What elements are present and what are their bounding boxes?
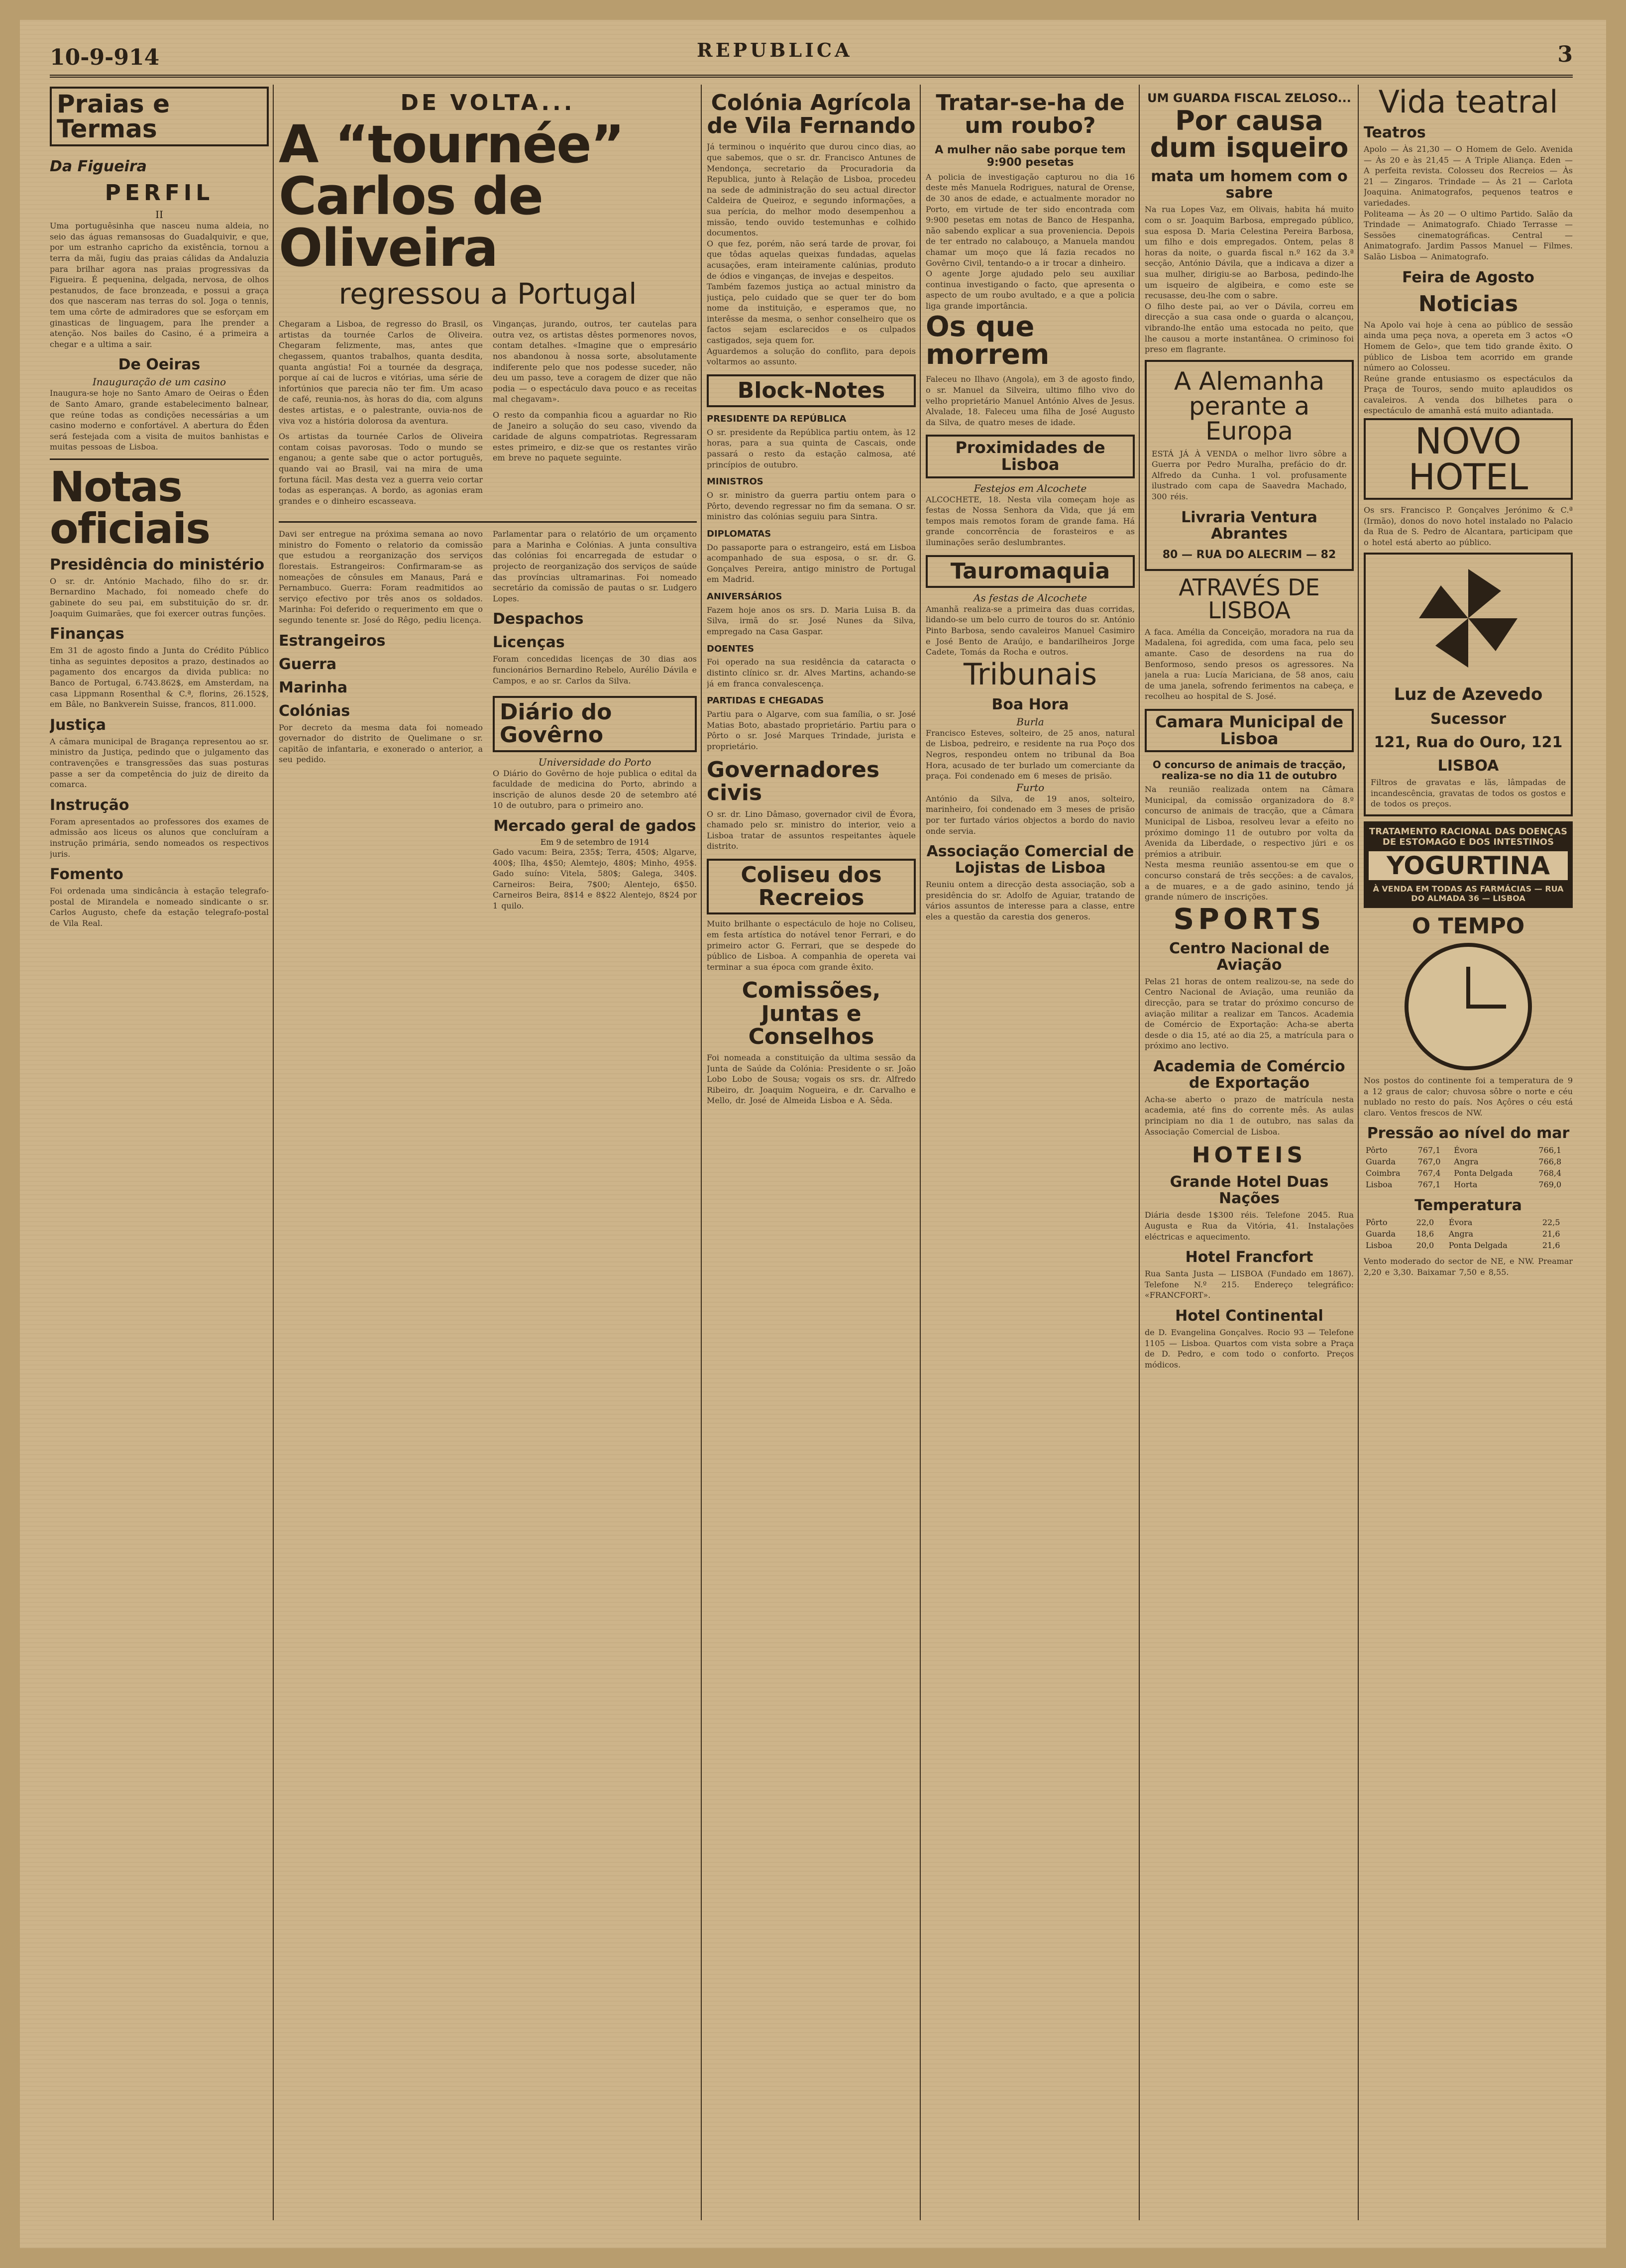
novo-hotel-text: Os srs. Francisco P. Gonçalves Jerónimo & C.ª (Irmão), donos do novo hotel instalado no Palacio da Rua de S. Pedro de Alcantara, participam que o hotel está aberto ao público. [1364,505,1573,547]
noticias-title: Noticias [1418,291,1518,317]
presidente-heading: PRESIDENTE DA REPÚBLICA [707,414,847,425]
tournee-banner: A “tournée” Carlos de Oliveira [279,114,624,279]
yogurtina-ad [1364,821,1573,908]
colonias-heading: Colónias [279,702,350,720]
temperatura-cell: Évora [1448,1218,1473,1228]
luz-azevedo-ad [1364,553,1573,816]
column-rule [701,85,702,2220]
tauromaquia-title: Tauromaquia [926,555,1135,588]
notas-oficiais-title: Notas oficiais [50,462,210,553]
diplomatas-heading: DIPLOMATAS [707,528,771,539]
presidente-text: O sr. presidente da República partiu ontem, às 12 horas, para a sua quinta de Cascais, onde passará o resto da estação calmosa, até princípios de outubro. [707,427,916,469]
temperatura-row [1364,1228,1573,1240]
column-2 [279,85,697,2225]
temperatura-cell: Lisboa [1366,1241,1393,1250]
temperatura-cell: 21,6 [1542,1241,1560,1250]
tribunais-text: Francisco Esteves, solteiro, de 25 anos, natural de Lisboa, pedreiro, e residente na rua Poço dos Negros, respondeu ontem no tribunal da Boa Hora, acusado de ter burlado um comerciante da praça. Foi condenado em 6 meses de prisão. [926,728,1135,781]
sports-title: SPORTS [1173,902,1325,936]
column-5 [1145,85,1354,2225]
pressao-cell: 766,8 [1538,1157,1562,1167]
associacao-title: Associação Comercial de Lojistas de Lisboa [926,843,1134,877]
hotel-continental-text: de D. Evangelina Gonçalves. Rocio 93 — Telefone 1105 — Lisboa. Quartos com vista sobre a Praça de D. Pedro, e com todo o conforto. Preços módicos. [1145,1328,1354,1369]
tournee-text-1: Chegaram a Lisboa, de regresso do Brasil, os artistas da tournée Carlos de Oliveira. Chegaram felizmente, mas, antes que chegassem, quantos trabalhos, quanta desdita, quanta angústia! Foi a tournée da desgraça, porque aí cai de lucros e vitórias, uma série de infortúnios que parecia não ter fim. Um acaso de café, reunia-nos, às horas do dia, com alguns destes artistas, e o palestrante, ouvia-nos de viva voz a história dolorosa da aventura. [279,319,483,426]
hotel-duas-nacoes: Grande Hotel Duas Nações [1170,1173,1329,1208]
hotel-continental: Hotel Continental [1175,1307,1323,1325]
pressao-heading: Pressão ao nível do mar [1367,1125,1570,1142]
colonia-text-4: Aguardemos a solução do conflito, para depois voltarmos ao assunto. [707,346,916,367]
column-3 [707,85,916,2225]
proximidades-subtitle: Festejos em Alcochete [974,482,1087,494]
pressao-cell: 766,1 [1538,1145,1562,1155]
sports-subtitle: Centro Nacional de Aviação [1169,939,1330,974]
partidas-heading: PARTIDAS E CHEGADAS [707,695,824,706]
coliseu-title: Coliseu dos Recreios [707,859,916,914]
mercado-date: Em 9 de setembro de 1914 [540,837,650,847]
column-rule [273,85,274,2220]
atraves-lisboa-title: ATRAVÉS DE LISBOA [1179,573,1320,624]
camara-text-1: Na reunião realizada ontem na Câmara Municipal, da comissão organizadora do 8.º concurso de animais de tracção, que a Câmara Municipal de Lisboa, resolveu levar a efeito no próximo domingo 11 de outubro por volta da Avenida da Liberdade, o respectivo júri e os prémios a atribuir. [1145,785,1354,859]
justica-heading: Justiça [50,716,107,734]
roubo-subtitle: A mulher não sabe porque tem 9:900 pesetas [935,144,1126,169]
temperatura-cell: 20,0 [1416,1241,1434,1250]
tauromaquia-text: Amanhã realiza-se a primeira das duas corridas, lidando-se um belo curro de touros do sr. António Pinto Barbosa, sendo cavaleiros Manuel Casimiro e José Bento de Araújo, e bandarilheiros Jorge Cadete, Tomás da Rocha e outros. [926,604,1135,657]
masthead [50,30,1573,78]
mercado-text: Gado vacum: Beira, 235$; Terra, 450$; Algarve, 400$; Ilha, 4$50; Alemtejo, 480$; Minho, 495$. Gado suíno: Vitela, 580$; Galega, 340$. Carneiros: Beira, 7$00; Alentejo, 6$50. Carneiros Beira, 8$14 e 8$22 Alentejo, 8$24 por 1 quilo. [493,847,697,910]
barometer-icon [1405,943,1532,1070]
diplomatas-text: Do passaporte para o estrangeiro, está em Lisboa acompanhado de sua esposa, o sr. dr. G. Gonçalves Pereira, antigo ministro de Portugal em Madrid. [707,542,916,584]
instrucao-heading: Instrução [50,796,129,814]
temperatura-heading: Temperatura [1414,1197,1522,1215]
coliseu-text: Muito brilhante o espectáculo de hoje no Coliseu, em festa artística do notável tenor Ferrari, e do primeiro actor G. Ferrari, que se despede do público de Lisboa. A companhia de opereta vai terminar a sua época com grande êxito. [707,919,916,972]
paper-name: REPUBLICA [697,39,853,61]
diario-governo-text: O Diário do Govêrno de hoje publica o edital da faculdade de medicina do Porto, abrindo a inscrição de alunos desde 20 de setembro até 10 de outubro, para o primeiro ano. [493,768,697,810]
oeiras-text: Inaugura-se hoje no Santo Amaro de Oeiras o Éden de Santo Amaro, grande estabelecimento balnear, que reúne todas as condições necessárias a um casino moderno e confortável. A abertura do Éden será festejada com a visita de muitos banhistas e muitas pessoas de Lisboa. [50,388,269,452]
pressao-cell: 767,1 [1417,1180,1441,1190]
pressao-cell: Angra [1454,1157,1479,1167]
licencas-heading: Licenças [493,634,565,652]
alemanha-title: A Alemanha perante a Europa [1174,366,1325,446]
pressao-cell: Guarda [1366,1157,1396,1167]
tempo-footer: Vento moderado do sector de NE, e NW. Preamar 2,20 e 3,30. Baixamar 7,50 e 8,55. [1364,1256,1573,1277]
notas-continued-text: Davi ser entregue na próxima semana ao novo ministro do Fomento o relatorio da comissão que estudou a reorganização dos serviços florestais. Estrangeiros: Confirmaram-se as nomeações de cônsules em Manaus, Pará e Pernambuco. Guerra: Foram readmitidos ao serviço efectivo por três anos os soldados. Marinha: Foi deferido o requerimento em que o segundo tenente sr. José do Rêgo, pediu licença. [279,529,483,625]
animatografos-text: Politeama — Às 20 — O ultimo Partido. Salão da Trindade — Animatografo. Chiado Terrasse — Sessões cinematográficas. Central — Animatografo. Jardim Passos Manuel — Filmes. Salão Lisboa — Animatografo. [1364,209,1573,261]
furto-heading: Furto [1016,781,1045,794]
tournee-text-3: Vinganças, jurando, outros, ter cautelas para outra vez, os artistas dêstes pormenores novos, contam detalhes. «Imagine que o empresário nos abandonou à nossa sorte, absolutamente indiferente pelo que nos podesse suceder, não deu um passo, teve a coragem de dizer que não podia — o espectáculo dava pouco e as receitas mal chegavam». [493,319,697,404]
livraria-address: 80 — RUA DO ALECRIM — 82 [1162,548,1336,561]
column-rule [1358,85,1359,2220]
furto-text: António da Silva, de 19 anos, solteiro, marinheiro, foi condenado em 3 meses de prisão por ter furtado vários objectos a bordo do navio onde servia. [926,794,1135,836]
proximidades-text: ALCOCHETE, 18. Nesta vila começam hoje as festas de Nossa Senhora da Vida, que já em tempos mais remotos foram de grande fama. Há grande concorrência de forasteiros e as iluminações serão deslumbrantes. [926,494,1135,547]
da-figueira-heading: Da Figueira [50,158,147,175]
pressao-cell: 769,0 [1538,1180,1562,1190]
tauromaquia-subtitle: As festas de Alcochete [973,591,1087,604]
temperatura-table [1364,1217,1573,1251]
temperatura-cell: 18,6 [1416,1229,1434,1239]
marinha-heading: Marinha [279,679,348,696]
governadores-title: Governadores civis [707,757,880,806]
camara-subtitle: O concurso de animais de tracção, realiza-se no dia 11 de outubro [1152,759,1346,782]
pressao-table [1364,1144,1573,1190]
financas-heading: Finanças [50,625,124,643]
yogurtina-title: YOGURTINA [1369,851,1568,880]
block-notes-title: Block-Notes [707,374,916,407]
pressao-cell: Pôrto [1366,1145,1388,1155]
page-date: 10-9-914 [50,45,160,70]
colonia-title: Colónia Agrícola de Vila Fernando [707,90,916,139]
roubo-text-1: A policia de investigação capturou no dia 16 deste mês Manuela Rodrigues, natural de Orense, de 30 anos de edade, e actualmente morador no Porto, em virtude de ter sido encontrada com 9:900 pesetas em notas de Banco de Hespanha, não sabendo explicar a sua proveniencia. Depois de ter entrado no calabouço, a Manuela mandou chamar um moço que lá fazia recados no Govêrno Civil, tentando-o a ir trocar a dinheiro. [926,172,1135,268]
fomento-text: Foi ordenada uma sindicância à estação telegrafo-postal de Mirandela e nomeado sindicante o sr. Carlos Augusto, chefe da estação telegrafo-postal de Vila Real. [50,886,269,928]
temperatura-cell: Angra [1448,1229,1473,1239]
pressao-cell: Horta [1454,1180,1478,1190]
temperatura-cell: Guarda [1366,1229,1396,1239]
doentes-text: Foi operado na sua residência da cataracta o distinto clínico sr. dr. Alves Martins, achando-se já em franca convalescença. [707,657,916,688]
pinwheel-icon [1413,564,1523,673]
hotel-francfort-text: Rua Santa Justa — LISBOA (Fundado em 1867). Telefone N.º 215. Endereço telegráfico: «FRANCFORT». [1145,1269,1354,1300]
roubo-text-2: O agente Jorge ajudado pelo seu auxiliar continua investigando o facto, que apresenta o aspecto de um roubo avultado, e a que a policia liga grande importância. [926,269,1135,311]
instrucao-text: Foram apresentados ao professores dos exames de admissão aos liceus os alunos que concluíram a instrução primária, sendo nomeados os respectivos juris. [50,816,269,859]
luz-azevedo-city: LISBOA [1437,757,1499,775]
livraria-name: Livraria Ventura Abrantes [1181,508,1317,543]
oeiras-heading: De Oeiras [118,356,201,374]
teatros-heading: Teatros [1364,124,1426,141]
colonia-text-3: Também fazemos justiça ao actual ministro da justiça, pelo cuidado que se quer ter do bom nome da instituição, e esperamos que, no interêsse da mesma, o senhor conselheiro que os factos sejam esclarecidos e os culpados castigados, seja quem for. [707,282,916,345]
isqueiro-subtitle: mata um homem com o sabre [1151,168,1348,202]
temperatura-cell: Ponta Delgada [1448,1241,1508,1250]
associacao-text: Reuniu ontem a direcção desta associação, sob a presidência do sr. Adolfo de Aguiar, tratando de vários assuntos de interesse para a classe, entre eles a questão da carestia dos generos. [926,880,1135,921]
perfil-number: II [155,209,163,221]
pressao-row [1364,1179,1573,1190]
newspaper-page [20,20,1606,2248]
alemanha-text: ESTÁ JÁ À VENDA o melhor livro sôbre a Guerra por Pedro Muralha, prefácio do dr. Alfredo da Cunha. 1 vol. profusamente ilustrado com capa de Saavedra Machado, 300 réis. [1152,449,1347,502]
isqueiro-title: Por causa dum isqueiro [1150,105,1349,164]
teatros-text: Apolo — Às 21,30 — O Homem de Gelo. Avenida — Às 20 e às 21,45 — A Triple Aliança. Eden — A perfeita revista. Colosseu dos Recreios — Às 21 — Zingaros. Trindade — Às 21 — Carlota Joaquina. Animatografos, pequenos teatros e variedades. [1364,144,1573,208]
sports-text: Pelas 21 horas de ontem realizou-se, na sede do Centro Nacional de Aviação, uma reunião da direcção, para se tratar do próximo concurso de aviação militar a realizar em Tancos. Academia de Comércio de Exportação: Acha-se aberta desde o dia 15, até ao dia 25, a matrícula para o próximo ano lectivo. [1145,976,1354,1051]
praias-title: Praias e Termas [50,87,269,146]
perfil-text: Uma portuguêsinha que nasceu numa aldeia, no seio das águas remansosas do Guadalquivir, e que, por um estranho capricho da existência, tornou a terra da mãi, fugiu das praias cálidas da Andaluzia para brilhar agora nas praias progressivas da Figueira. É pequenina, delgada, nervosa, de olhos pestanudos, de face bronzeada, e possui a graça dos que nasceram nas terras do sol. Joga o tennis, tem uma côrte de admiradores que se esforçam em ginasticas de linguagem, para lhe prender a atenção. Nos bailes do Casino, é a primeira a chegar e a ultima a sair. [50,221,269,349]
presidencia-heading: Presidência do ministério [50,556,265,573]
camara-text-2: Nesta mesma reunião assentou-se em que o concurso constará de três secções: a de cavalos, a de muares, e a de gado asinino, tendo já grande número de inscrições. [1145,860,1354,902]
tournee-text-2: Os artistas da tournée Carlos de Oliveira contam coisas pavorosas. Todo o mundo se enganou; a gente sabe que o actor português, quando vai ao Brasil, vai na mira de uma fortuna fácil. Mas desta vez a guerra veio cortar todas as esperanças. A bordo, as agonias eram grandes e o dinheiro escasseava. [279,432,483,506]
pressao-cell: Lisboa [1366,1180,1393,1190]
temperatura-cell: 22,0 [1416,1218,1434,1228]
academia-title: Academia de Comércio de Exportação [1153,1057,1345,1092]
justica-text: A câmara municipal de Bragança representou ao sr. ministro da Justiça, pedindo que o julgamento das contravenções e transgressões das suas posturas passe a ser da competência do juiz de direito da comarca. [50,736,269,790]
tournee-subtitle: regressou a Portugal [338,277,637,311]
estrangeiros-heading: Estrangeiros [279,632,386,650]
pressao-cell: Coimbra [1366,1168,1401,1178]
comissoes-text: Foi nomeada a constituição da ultima sessão da Junta de Saúde da Colónia: Presidente o sr. João Lobo Lobo de Sousa; vogais os srs. dr. Alfredo Ribeiro, dr. Joaquim Nogueira, e dr. Carvalho e Mello, dr. José de Almeida Lisboa e A. Sêda. [707,1052,916,1106]
parlamentar-text: Parlamentar para o relatório de um orçamento para a Marinha e Colónias. A junta consultiva das colónias foi encarregada de estudar o projecto de reorganização dos serviços de saúde das províncias ultramarinas. Foi nomeado secretário da comissão de pautas o sr. Ludgero Lopes. [493,529,697,603]
tempo-text: Nos postos do continente foi a temperatura de 9 a 12 graus de calor; chuvosa sôbre o norte e céu nublado no resto do país. Nos Açôres o céu está claro. Ventos frescos de NW. [1364,1076,1573,1118]
guerra-heading: Guerra [279,655,337,673]
feira-heading: Feira de Agosto [1402,268,1534,286]
pressao-row [1364,1144,1573,1156]
partidas-text: Partiu para o Algarve, com sua família, o sr. José Matias Boto, abastado proprietário. Partiu para o Pôrto o sr. José Marques Trindade, jurista e proprietário. [707,709,916,751]
pressao-cell: 767,1 [1417,1145,1441,1155]
ministros-heading: MINISTROS [707,476,763,487]
pressao-row [1364,1156,1573,1167]
academia-text: Acha-se aberto o prazo de matrícula nesta academia, até fins do corrente mês. As aulas principiam no dia 1 de outubro, nas salas da Associação Comercial de Lisboa. [1145,1094,1354,1136]
temperatura-cell: Pôrto [1366,1218,1388,1228]
column-1 [50,85,269,2225]
pressao-cell: 768,4 [1538,1168,1562,1178]
diario-governo-subtitle: Universidade do Porto [538,756,651,768]
noticias-text-2: Reúne grande entusiasmo os espectáculos da Praça de Touros, sendo muito aplaudidos os cavaleiros. A venda dos bilhetes para o espectáculo de amanhã está muito adiantada. [1364,373,1573,416]
guarda-fiscal-kicker: UM GUARDA FISCAL ZELOSO... [1147,91,1351,105]
yogurtina-footer: À VENDA EM TODAS AS FARMÁCIAS — RUA DO ALMADA 36 — LISBOA [1373,884,1564,903]
colonia-text-2: O que fez, porém, não será tarde de provar, foi que tôdas aquelas queixas fundadas, aquelas acusações, eram inteiramente calúnias, produto de ódios e vinganças, de invejas e despeitos. [707,238,916,281]
temperatura-cell: 22,5 [1542,1218,1560,1228]
aniversarios-heading: ANIVERSÁRIOS [707,591,782,602]
colonia-text-1: Já terminou o inquérito que durou cinco dias, ao que sabemos, que o sr. dr. Francisco Antunes de Mendonça, secretario da Procuradoria da Republica, junto à Relação de Lisboa, procedeu na sede de administração do seu actual director Caldeira de Queiroz, e segundo informações, a sua perícia, do melhor modo desempenhou a missão, tendo ouvido testemunhas e colhido documentos. [707,142,916,238]
diario-governo-title: Diário do Govêrno [493,696,697,752]
burla-heading: Burla [1016,715,1044,728]
column-4 [926,85,1135,2225]
tribunais-title: Tribunais [963,657,1097,692]
page-number: 3 [1557,42,1573,67]
luz-azevedo-address: 121, Rua do Ouro, 121 [1374,734,1563,752]
colonias-text: Por decreto da mesma data foi nomeado governador do distrito de Quelimane o sr. capitão de infantaria, e exonerado o anterior, a seu pedido. [279,722,483,765]
doentes-heading: DOENTES [707,643,755,654]
roubo-title: Tratar-se-ha de um roubo? [936,90,1125,139]
temperatura-row [1364,1240,1573,1251]
luz-azevedo-title: Luz de Azevedo [1394,684,1543,705]
despachos-heading: Despachos [493,610,584,628]
column-rule [920,85,921,2220]
boa-hora-heading: Boa Hora [991,695,1069,713]
oeiras-subheading: Inauguração de um casino [92,376,226,388]
yogurtina-tagline: TRATAMENTO RACIONAL DAS DOENÇAS DE ESTOMAGO E DOS INTESTINOS [1369,826,1568,847]
aniversarios-text: Fazem hoje anos os srs. D. Maria Luisa B. da Silva, irmã do sr. José Nunes da Silva, empregado na Casa Gaspar. [707,605,916,636]
pressao-cell: 767,0 [1417,1157,1441,1167]
perfil-heading: PERFIL [105,180,214,206]
camara-title: Camara Municipal de Lisboa [1145,709,1354,752]
os-que-morrem-text: Faleceu no Ilhavo (Angola), em 3 de agosto findo, o sr. Manuel da Silveira, ultimo filho vivo do velho proprietário Manuel António Alves de Jesus. Alvalade, 18. Faleceu uma filha de José Augusto da Silva, de quatro meses de idade. [926,374,1135,427]
column-6 [1364,85,1573,2225]
column-rule [1139,85,1140,2220]
pressao-cell: Évora [1454,1145,1478,1155]
hotel-duas-nacoes-text: Diária desde 1$300 réis. Telefone 2045. Rua Augusta e Rua da Vitória, 41. Instalações eléctricas e aquecimento. [1145,1210,1354,1242]
financas-text: Em 31 de agosto findo a Junta do Crédito Público tinha as seguintes depositos a prazo, destinados ao pagamento dos encargos da divida publica: no Banco de Portugal, 6.743.862$, em Amsterdam, na casa Lippmann Rosenthal & C.ª, florins, 26.152$, em Bâle, no Bankverein Suisse, francos, 811.000. [50,646,269,709]
luz-azevedo-text: Filtros de gravatas e lãs, lâmpadas de incandescência, gravatas de todos os gostos e de todos os preços. [1371,778,1566,809]
noticias-text-1: Na Apolo vai hoje à cena ao público de sessão ainda uma peça nova, a opereta em 3 actos «O Homem de Gelo», que tem tido grande êxito. O público de Lisboa tem acorrido em grande número ao Colosseu. [1364,320,1573,373]
proximidades-title: Proximidades de Lisboa [926,435,1135,478]
pressao-cell: 767,4 [1417,1168,1441,1178]
temperatura-row [1364,1217,1573,1228]
tournee-text-4: O resto da companhia ficou a aguardar no Rio de Janeiro a solução do seu caso, vivendo da caridade de alguns compatriotas. Regressaram estes primeiro, e diz-se que os restantes virão em breve no paquete seguinte. [493,410,697,463]
ministros-text: O sr. ministro da guerra partiu ontem para o Pôrto, devendo regressar no fim da semana. O sr. ministro das colónias seguiu para Sintra. [707,490,916,522]
novo-hotel-title: NOVO HOTEL [1364,418,1573,500]
isqueiro-text-1: Na rua Lopes Vaz, em Olivais, habita há muito com o sr. Joaquim Barbosa, empregado público, sua esposa D. Maria Celestina Pereira Barbosa, um filho e dois empregados. Ontem, pelas 8 horas da noite, o guarda fiscal n.º 162 da 3.ª secção, António Dávila, que a indicava a dizer a sua mulher, dirigiu-se ao Barbosa, pedindo-lhe um isqueiro de algibeira, e como este se recusasse, deu-lhe com o sabre. [1145,205,1354,301]
hotel-francfort: Hotel Francfort [1185,1248,1313,1266]
atraves-lisboa-text: A faca. Amélia da Conceição, moradora na rua da Madalena, foi agredida, com uma faca, pelo seu amante. Caso de desordens na rua do Benformoso, sendo presos os agressores. Na janela a rua: Lucía Mariciana, de 58 anos, caiu de uma janela, sofrendo ferimentos na cabeça, e recolheu ao hospital de S. José. [1145,627,1354,701]
presidencia-text: O sr. dr. António Machado, filho do sr. dr. Bernardino Machado, foi nomeado chefe do gabinete do seu pai, em substituição do sr. dr. Joaquim Guimarães, que foi exercer outras funções. [50,576,269,618]
isqueiro-text-2: O filho deste pai, ao ver o Dávila, correu em direcção a sua casa onde o guarda o alcançou, vibrando-lhe então uma estocada no peito, que lhe causou a morte instantânea. O criminoso foi preso em flagrante. [1145,301,1354,354]
comissoes-title: Comissões, Juntas e Conselhos [742,978,881,1049]
tempo-title: O TEMPO [1411,913,1525,939]
pressao-row [1364,1167,1573,1179]
temperatura-cell: 21,6 [1542,1229,1560,1239]
governadores-text: O sr. dr. Lino Dâmaso, governador civil de Évora, chamado pelo sr. ministro do interior, veio a Lisboa tratar de assuntos respeitantes àquele distrito. [707,809,916,851]
fomento-heading: Fomento [50,866,123,884]
luz-azevedo-subtitle: Sucessor [1430,710,1507,728]
os-que-morrem-title: Os que morrem [926,311,1050,371]
de-volta-kicker: DE VOLTA... [400,90,575,115]
hoteis-title: HOTEIS [1192,1142,1307,1168]
pressao-cell: Ponta Delgada [1454,1168,1513,1178]
licencas-text: Foram concedidas licenças de 30 dias aos funcionários Bernardino Rebelo, Aurélio Dávila e Campos, e ao sr. Carlos da Silva. [493,654,697,685]
alemanha-ad [1145,360,1354,571]
vida-teatral-title: Vida teatral [1378,85,1558,120]
mercado-title: Mercado geral de gados [493,817,696,835]
